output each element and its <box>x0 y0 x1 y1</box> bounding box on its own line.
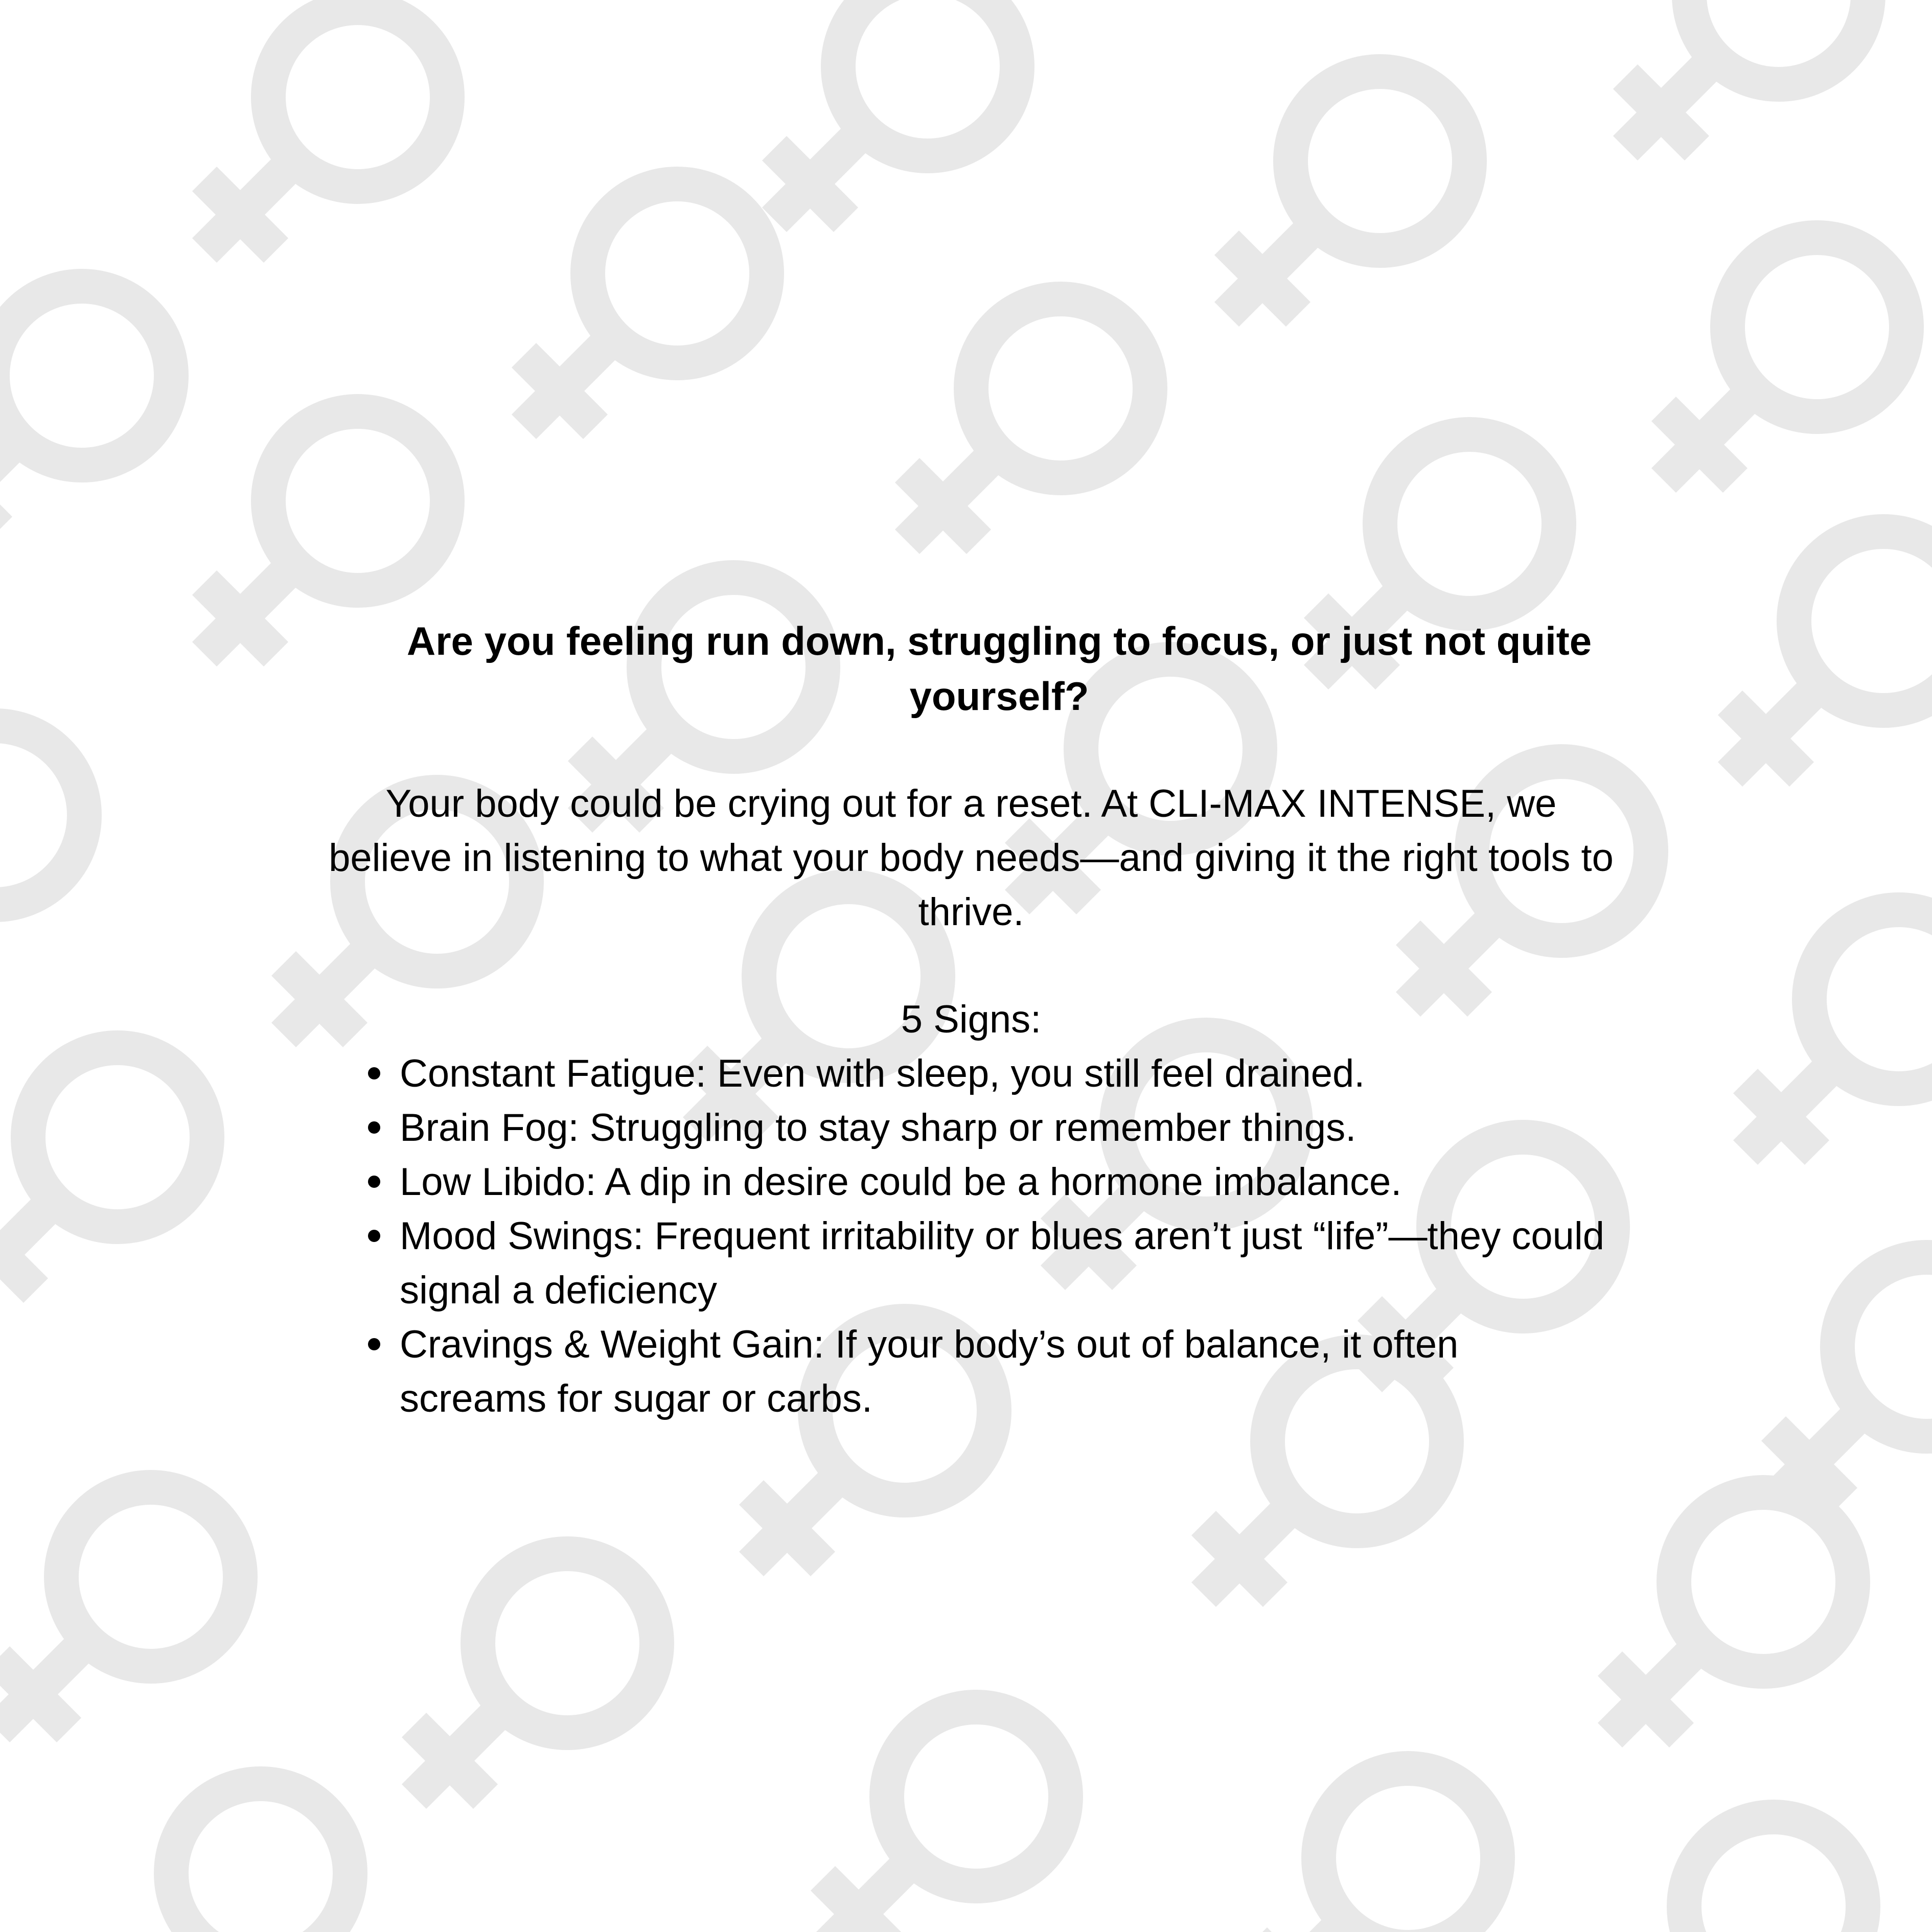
bullet-icon <box>368 1176 380 1188</box>
female-symbol-icon <box>1625 0 1868 148</box>
sign-text: Cravings & Weight Gain: If your body’s out of balance, it often screams for sugar or carbs. <box>400 1323 1459 1420</box>
female-symbol-icon <box>823 1707 1066 1932</box>
bullet-icon <box>368 1121 380 1134</box>
female-symbol-icon <box>107 1784 350 1932</box>
female-symbol-icon <box>1255 1768 1498 1932</box>
list-item <box>327 1101 1615 1155</box>
bullet-icon <box>368 1338 380 1350</box>
female-symbol-icon <box>1664 238 1906 480</box>
female-symbol-icon <box>1730 532 1932 774</box>
bullet-icon <box>368 1067 380 1079</box>
sign-text: Low Libido: A dip in desire could be a hormone imbalance. <box>400 1160 1402 1204</box>
main-content <box>327 613 1615 1426</box>
female-symbol-icon <box>1227 72 1469 314</box>
female-symbol-icon <box>1745 910 1932 1153</box>
female-symbol-icon <box>524 184 767 427</box>
bullet-icon <box>368 1230 380 1242</box>
female-symbol-icon <box>774 0 1017 220</box>
list-item <box>327 1209 1615 1318</box>
list-item <box>327 1318 1615 1426</box>
female-symbol-icon <box>0 286 171 529</box>
female-symbol-icon <box>907 299 1150 542</box>
female-symbol-icon <box>0 726 84 969</box>
sign-text: Constant Fatigue: Even with sleep, you still feel drained. <box>400 1052 1365 1095</box>
intro-paragraph: Your body could be crying out for a reset. At CLI-MAX INTENSE, we believe in listening to what your body needs—and giving it the right tools to thrive. <box>329 782 1614 934</box>
signs-title: 5 Signs: <box>901 998 1042 1041</box>
female-symbol-icon <box>0 1048 207 1291</box>
female-symbol-icon <box>1620 1817 1863 1932</box>
female-symbol-icon <box>1774 1257 1932 1500</box>
headline: Are you feeling run down, struggling to focus, or just not quite yourself? <box>406 618 1592 719</box>
list-item <box>327 1155 1615 1209</box>
female-symbol-icon <box>0 1487 240 1730</box>
female-symbol-icon <box>1610 1492 1853 1735</box>
list-item <box>327 1047 1615 1101</box>
female-symbol-icon <box>414 1554 657 1797</box>
female-symbol-icon <box>204 8 447 250</box>
sign-text: Mood Swings: Frequent irritability or blues aren’t just “life”—they could signal a deficiency <box>400 1214 1605 1312</box>
signs-list <box>327 1047 1615 1426</box>
sign-text: Brain Fog: Struggling to stay sharp or remember things. <box>400 1106 1356 1149</box>
